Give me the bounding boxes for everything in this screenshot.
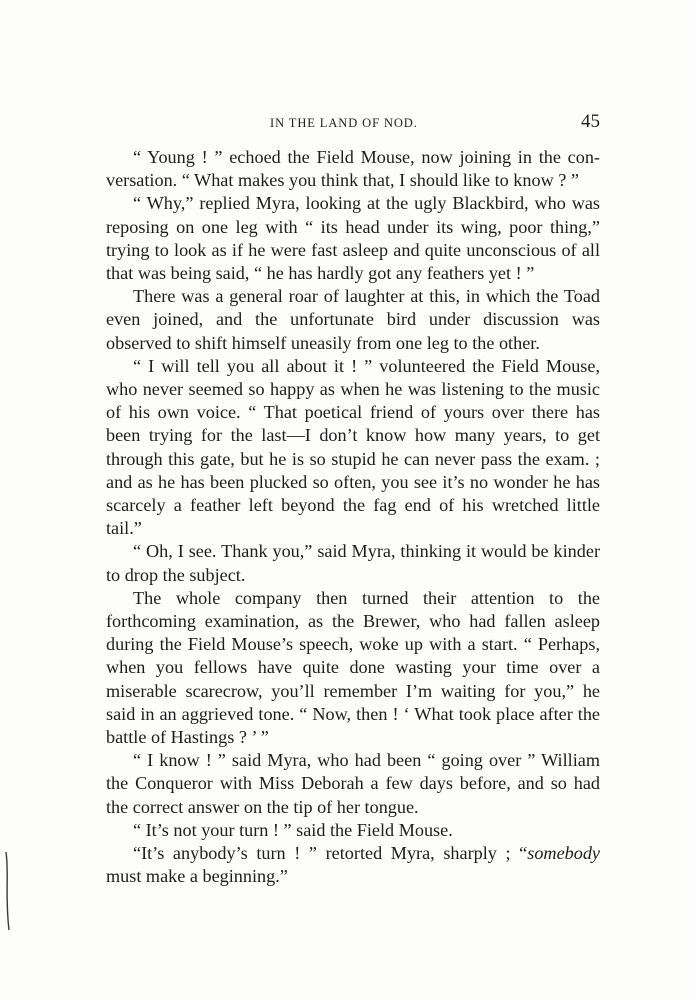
paragraph-text: must make a beginning.” (106, 866, 288, 887)
running-head: IN THE LAND OF NOD. (270, 116, 418, 130)
page-header (106, 111, 600, 138)
paragraph: The whole company then turned their attention to the forthcoming examination, as the Brewer, who had fallen asleep during the Field Mouse’s speech, woke up with a start. “ Perhaps, when you fellows have quite done wasting your time over a miserable scarecrow, you’ll remember I’m waiting for you,” he said in an aggrieved tone. “ Now, then ! ‘ What took place after the battle of Hastings ? ’ ” (106, 587, 600, 748)
paragraph: “ I will tell you all about it ! ” volunteered the Field Mouse, who never seemed so happy as when he was listening to the music of his own voice. “ That poetical friend of yours over there has been trying for the last—I don’t know how many years, to get through this gate, but he is so stupid he can never pass the exam. ; and as he has been plucked so often, you see it’s no wonder he has scarcely a feather left beyond the fag end of his wretched little tail.” (106, 355, 600, 539)
paragraph: “ Why,” replied Myra, looking at the ugly Blackbird, who was reposing on one leg with “ its head under its wing, poor thing,” trying to look as if he were fast asleep and quite unconscious of all that was being said, “ he has hardly got any feathers yet ! ” (106, 193, 600, 284)
paragraph-text: “It’s anybody’s turn ! ” retorted Myra, sharply ; “ (133, 843, 528, 864)
paragraph: There was a general roar of laughter at this, in which the Toad even joined, and the unfortunate bird under discussion was observed to shift himself uneasily from one leg to the other. (106, 286, 600, 353)
paragraph: “ Oh, I see. Thank you,” said Myra, thinking it would be kinder to drop the subject. (106, 541, 600, 585)
body-text (106, 146, 600, 889)
emphasized-word: somebody (527, 843, 600, 864)
paragraph: “ It’s not your turn ! ” said the Field Mouse. (133, 819, 453, 840)
page-edge-mark (3, 852, 15, 932)
paragraph (106, 842, 600, 888)
page-number: 45 (581, 111, 600, 132)
paragraph: “ I know ! ” said Myra, who had been “ going over ” William the Conqueror with Miss Deborah a few days before, and so had the correct answer on the tip of her tongue. (106, 750, 600, 817)
paragraph: “ Young ! ” echoed the Field Mouse, now joining in the con- versation. “ What makes you think that, I should like to know ? ” (106, 147, 600, 191)
